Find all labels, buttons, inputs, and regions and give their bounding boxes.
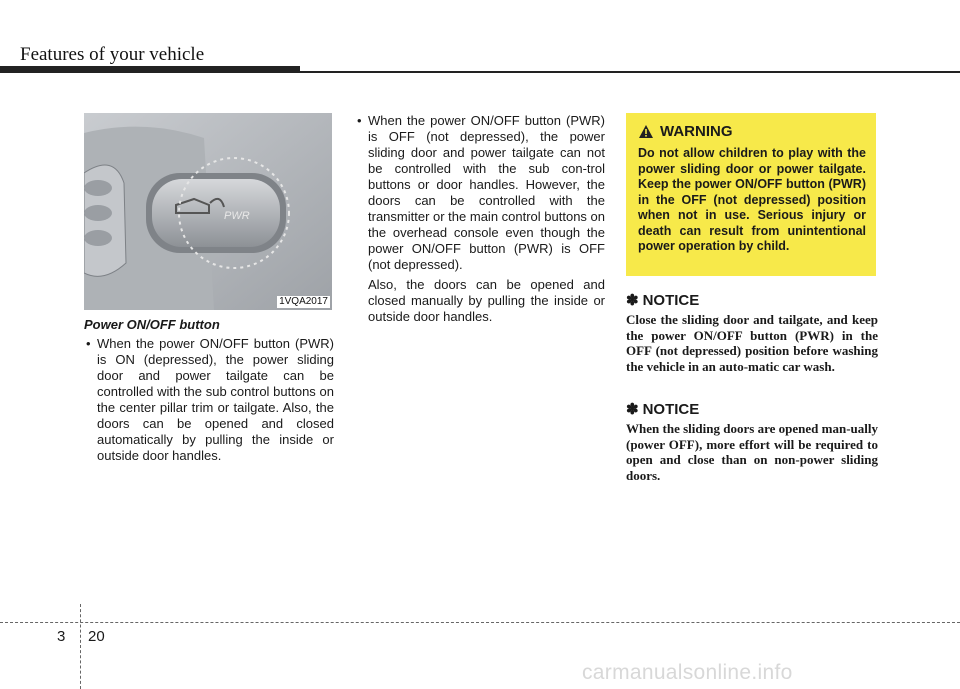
footer-rule: [0, 622, 960, 623]
overhead-console-illustration: [84, 113, 332, 310]
figure-caption: Power ON/OFF button: [84, 317, 220, 332]
bullet-item: [355, 113, 605, 273]
notice-1: [626, 291, 878, 374]
page-number: 20: [88, 628, 105, 645]
button-photo: [84, 113, 332, 310]
notice-text: Close the sliding door and tailgate, and keep the power ON/OFF button (PWR) in the OFF (not depressed) position before washing the vehicle in an auto-matic car wash.: [626, 312, 878, 374]
paragraph: Also, the doors can be opened and closed manually by pulling the inside or outside door handles.: [368, 277, 605, 324]
bullet-dot: •: [357, 113, 362, 128]
notice-2: [626, 400, 878, 483]
pwr-label: PWR: [224, 210, 250, 222]
figure-code: 1VQA2017: [279, 296, 328, 307]
notice-text: When the sliding doors are opened man-ually (power OFF), more effort will be required to open and close than on non-power sliding doors.: [626, 421, 878, 483]
footer-divider: [80, 604, 81, 689]
bullet-item: [84, 336, 334, 464]
notice-symbol-icon: ✽: [626, 401, 639, 418]
notice-title: NOTICE: [642, 291, 700, 309]
notice-title: NOTICE: [642, 400, 700, 418]
notice-symbol-icon: ✽: [626, 292, 639, 309]
bullet-dot: •: [86, 336, 91, 351]
column-1-text: [84, 336, 334, 464]
warning-title: WARNING: [660, 123, 733, 140]
page-header-title: Features of your vehicle: [20, 44, 205, 65]
column-2-text: [355, 113, 605, 325]
warning-box: [626, 113, 876, 276]
chapter-number: 3: [57, 628, 66, 645]
header-rule: [0, 66, 960, 74]
warning-text: Do not allow children to play with the power sliding door or power tailgate. Keep the power ON/OFF button (PWR) in the OFF (not depressed) position when not in use. Serious injury or death can result from unintentional power operation by child.: [638, 146, 866, 253]
bullet-text: When the power ON/OFF button (PWR) is ON (depressed), the power sliding door and power tailgate can be controlled with the sub control buttons on the center pillar trim or tailgate. Also, the doors can be opened and closed automatically by pulling the inside or outside door handles.: [97, 336, 334, 463]
bullet-text: When the power ON/OFF button (PWR) is OFF (not depressed), the power sliding door and power tailgate can not be controlled with the sub con-trol buttons or door handles. However, the doors can be controlled with the transmitter or the main control buttons on the overhead console even though the power ON/OFF button (PWR) is OFF (not depressed).: [368, 113, 606, 272]
warning-triangle-icon: [638, 124, 654, 139]
watermark: carmanualsonline.info: [582, 661, 793, 684]
